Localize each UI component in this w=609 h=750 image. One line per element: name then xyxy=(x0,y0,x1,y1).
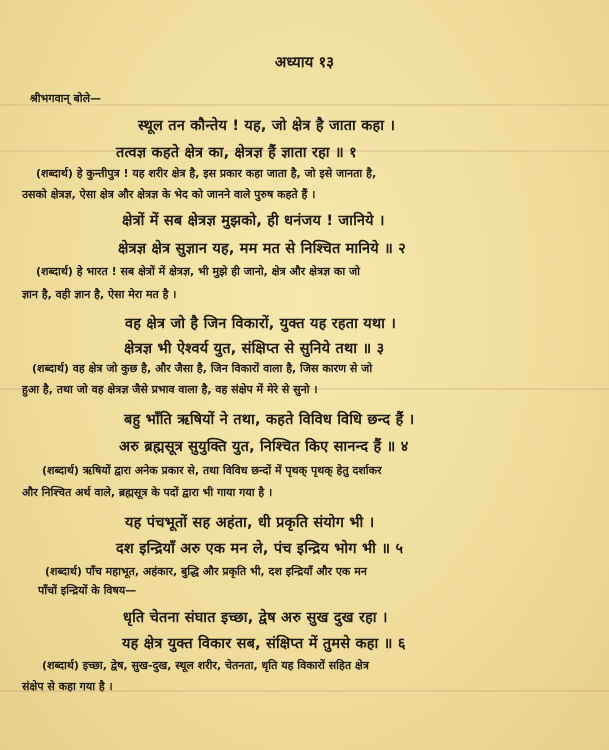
chapter-heading: अध्याय १३ xyxy=(274,53,335,71)
meaning-line: (शब्दार्थ) वह क्षेत्र जो कुछ है, और जैसा है, जिन विकारों वाला है, जिस कारण से जो xyxy=(32,362,373,375)
meaning-line: (शब्दार्थ) हे कुन्तीपुत्र ! यह शरीर क्षेत्र है, इस प्रकार कहा जाता है, जो इसे जानता है, xyxy=(36,167,377,180)
verse-line: क्षेत्रज्ञ भी ऐश्वर्य युत, संक्षिप्त से सुनिये तथा ॥ ३ xyxy=(124,341,385,357)
verse-line: क्षेत्रों में सब क्षेत्रज्ञ मुझको, ही धनंजय ! जानिये । xyxy=(122,213,385,229)
verse-line: तत्वज्ञ कहते क्षेत्र का, क्षेत्रज्ञ हैं ज्ञाता रहा ॥ १ xyxy=(116,145,357,161)
meaning-line: (शब्दार्थ) पाँच महाभूत, अहंकार, बुद्धि और प्रकृति भी, दश इन्द्रियाँ और एक मन xyxy=(45,565,367,578)
meaning-line: उसको क्षेत्रज्ञ, ऐसा क्षेत्र और क्षेत्रज्ञ के भेद को जानने वाले पुरुष कहते हैं । xyxy=(22,188,316,201)
meaning-line: और निश्चित अर्थ वाले, ब्रह्मसूत्र के पदों द्वारा भी गाया गया है । xyxy=(22,486,273,499)
verse-line: यह क्षेत्र युक्त विकार सब, संक्षिप्त में तुमसे कहा ॥ ६ xyxy=(122,636,406,652)
verse-line: क्षेत्रज्ञ क्षेत्र सुज्ञान यह, मम मत से निश्चित मानिये ॥ २ xyxy=(118,241,407,257)
verse-line: धृति चेतना संघात इच्छा, द्वेष अरु सुख दुख रहा । xyxy=(123,610,388,626)
meaning-line: पाँचों इन्द्रियों के विषय— xyxy=(38,584,137,597)
meaning-line: (शब्दार्थ) इच्छा, द्वेष, सुख-दुख, स्थूल शरीर, चेतनता, धृति यह विकारों सहित क्षेत्र xyxy=(42,659,369,672)
verse-line: बहु भाँति ऋषियों ने तथा, कहते विविध विधि छन्द हैं । xyxy=(124,412,415,428)
verse-line: यह पंचभूतों सह अहंता, धी प्रकृति संयोग भी । xyxy=(125,515,375,531)
verse-line: अरु ब्रह्मसूत्र सुयुक्ति युत, निश्चित किए सानन्द हैं ॥ ४ xyxy=(119,439,409,455)
meaning-line: संक्षेप से कहा गया है । xyxy=(22,680,113,693)
verse-line: दश इन्द्रियाँ अरु एक मन ले, पंच इन्द्रिय भोग भी ॥ ५ xyxy=(116,541,404,557)
meaning-line: ज्ञान है, वही ज्ञान है, ऐसा मेरा मत है । xyxy=(22,288,177,301)
speaker-label: श्रीभगवान् बोले— xyxy=(30,92,102,105)
verse-line: वह क्षेत्र जो है जिन विकारों, युक्त यह रहता यथा । xyxy=(125,316,397,332)
meaning-line: (शब्दार्थ) ऋषियों द्वारा अनेक प्रकार से, तथा विविध छन्दों में पृथक् पृथक् हेतु दर्शाकर xyxy=(42,464,382,477)
verse-line: स्थूल तन कौन्तेय ! यह, जो क्षेत्र है जाता कहा । xyxy=(138,118,396,134)
meaning-line: हुआ है, तथा जो वह क्षेत्रज्ञ जैसे प्रभाव वाला है, वह संक्षेप में मेरे से सुनो । xyxy=(22,383,318,396)
meaning-line: (शब्दार्थ) हे भारत ! सब क्षेत्रों में क्षेत्रज्ञ, भी मुझे ही जानो, क्षेत्र और क्षेत्रज्ञ का जो xyxy=(36,265,361,278)
